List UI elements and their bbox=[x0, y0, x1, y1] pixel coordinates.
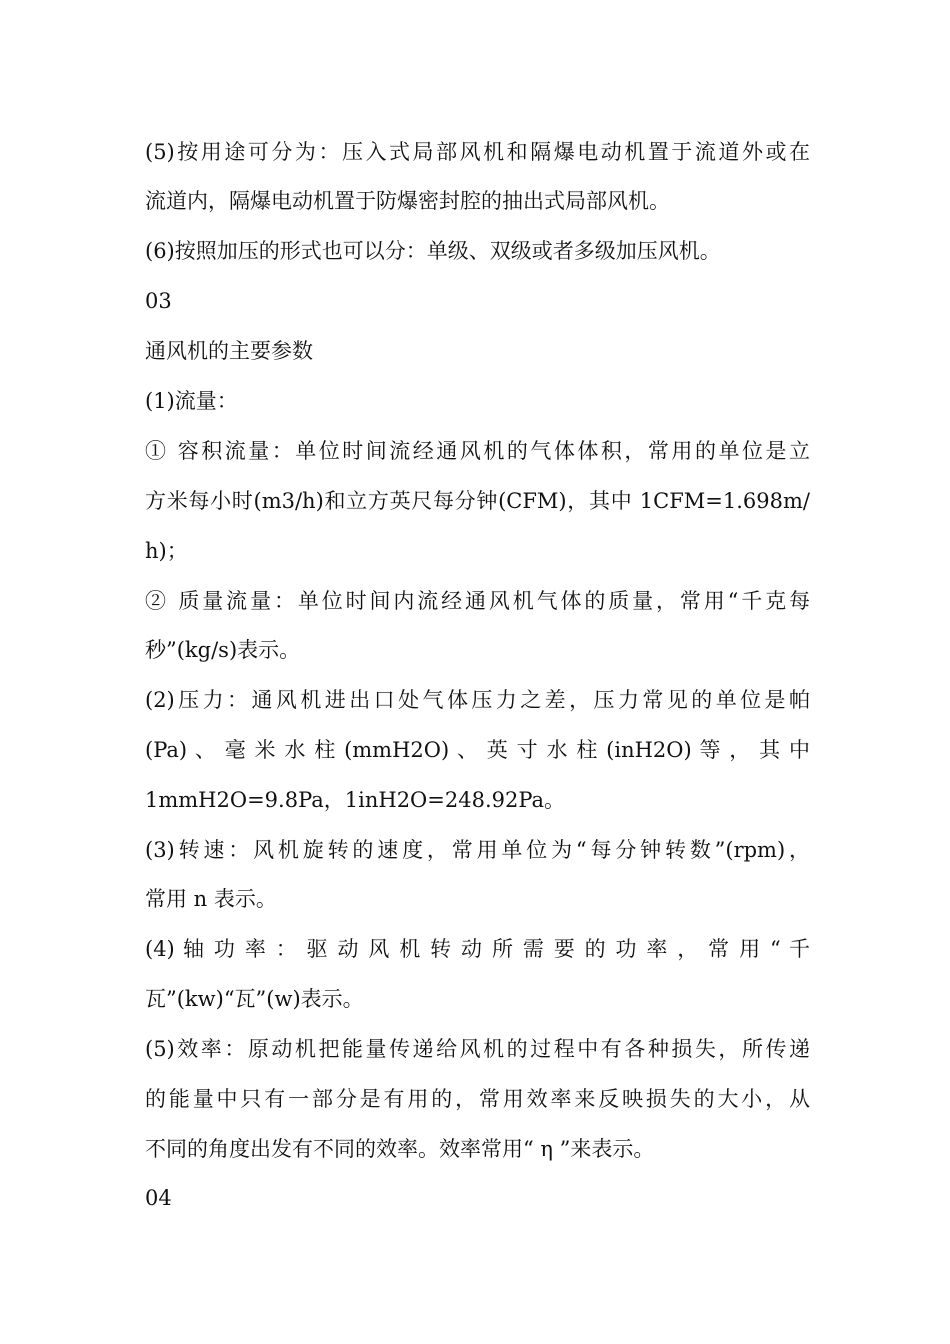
text-line-10: ② 质量流量：单位时间内流经通风机气体的质量，常用“千克每 bbox=[145, 589, 810, 613]
text-line-1: (5)按用途可分为：压入式局部风机和隔爆电动机置于流道外或在 bbox=[145, 140, 810, 164]
text-line-9: h)； bbox=[145, 539, 188, 563]
text-line-20: 的能量中只有一部分是有用的，常用效率来反映损失的大小，从 bbox=[145, 1087, 810, 1111]
section-number-04: 04 bbox=[145, 1186, 172, 1210]
text-line-16: 常用 n 表示。 bbox=[145, 887, 277, 911]
section-number-03: 03 bbox=[145, 289, 172, 313]
text-line-13: (Pa) 、 毫 米 水 柱 (mmH2O) 、 英 寸 水 柱 (inH2O) 等 ， 其 中 bbox=[145, 738, 810, 762]
text-line-7: ① 容积流量：单位时间流经通风机的气体体积，常用的单位是立 bbox=[145, 439, 810, 463]
text-line-8: 方米每小时(m3/h)和立方英尺每分钟(CFM)，其中 1CFM=1.698m/ bbox=[145, 489, 810, 513]
text-line-15: (3)转速：风机旋转的速度，常用单位为“每分钟转数”(rpm)， bbox=[145, 838, 810, 862]
section-heading: 通风机的主要参数 bbox=[145, 339, 313, 363]
text-line-2: 流道内，隔爆电动机置于防爆密封腔的抽出式局部风机。 bbox=[145, 189, 670, 213]
text-line-3: (6)按照加压的形式也可以分：单级、双级或者多级加压风机。 bbox=[145, 239, 721, 263]
text-line-21: 不同的角度出发有不同的效率。效率常用“ η ”来表示。 bbox=[145, 1137, 655, 1161]
text-line-14: 1mmH2O=9.8Pa，1inH2O=248.92Pa。 bbox=[145, 788, 566, 812]
text-line-11: 秒”(kg/s)表示。 bbox=[145, 638, 301, 662]
text-line-17: (4) 轴 功 率 ： 驱 动 风 机 转 动 所 需 要 的 功 率 ， 常 用 “ 千 bbox=[145, 937, 810, 961]
text-line-19: (5)效率：原动机把能量传递给风机的过程中有各种损失，所传递 bbox=[145, 1037, 810, 1061]
text-line-18: 瓦”(kw)“瓦”(w)表示。 bbox=[145, 987, 364, 1011]
text-line-6: (1)流量： bbox=[145, 389, 238, 413]
text-line-12: (2)压力：通风机进出口处气体压力之差，压力常见的单位是帕 bbox=[145, 688, 810, 712]
